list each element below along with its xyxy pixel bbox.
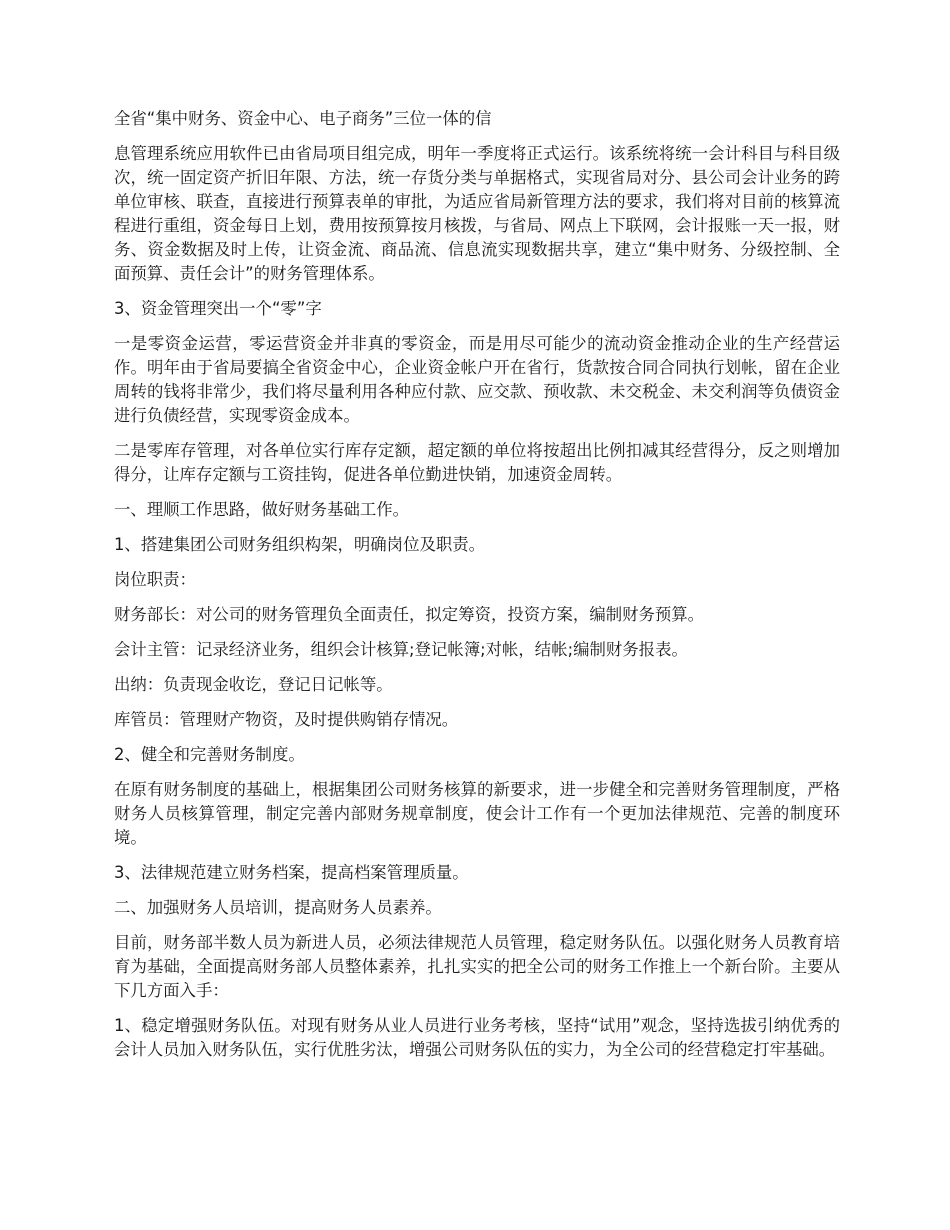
paragraph: 二是零库存管理，对各单位实行库存定额，超定额的单位将按超出比例扣减其经营得分，反之则增加得分，让库存定额与工资挂钩，促进各单位勤进快销，加速资金周转。 (114, 441, 840, 484)
paragraph: 出纳：负责现金收讫，登记日记帐等。 (114, 675, 393, 694)
document-body (114, 107, 840, 1073)
paragraph: 全省“集中财务、资金中心、电子商务”三位一体的信 (114, 109, 492, 128)
paragraph: 息管理系统应用软件已由省局项目组完成，明年一季度将正式运行。该系统将统一会计科目与科目级次，统一固定资产折旧年限、方法，统一存货分类与单据格式，实现省局对分、县公司会计业务的跨单位审核、联查，直接进行预算表单的审批，为适应省局新管理方法的要求，我们将对目前的核算流程进行重组，资金每日上划，费用按预算按月核拨，与省局、网点上下联网，会计报账一天一报，财务、资金数据及时上传，让资金流、商品流、信息流实现数据共享，建立“集中财务、分级控制、全面预算、责任会计”的财务管理体系。 (114, 144, 840, 283)
section-heading: 3、资金管理突出一个“零”字 (114, 299, 322, 318)
section-heading: 1、搭建集团公司财务组织构架，明确岗位及职责。 (114, 535, 486, 554)
section-heading: 一、理顺工作思路，做好财务基础工作。 (114, 500, 410, 519)
paragraph: 目前，财务部半数人员为新进人员，必须法律规范人员管理，稳定财务队伍。以强化财务人员教育培育为基础，全面提高财务部人员整体素养，扎扎实实的把全公司的财务工作推上一个新台阶。主要从下几方面入手： (114, 933, 840, 1000)
section-heading: 3、法律规范建立财务档案，提高档案管理质量。 (114, 863, 469, 882)
paragraph: 岗位职责： (114, 570, 196, 589)
paragraph: 一是零资金运营，零运营资金并非真的零资金，而是用尽可能少的流动资金推动企业的生产经营运作。明年由于省局要搞全省资金中心，企业资金帐户开在省行，货款按合同合同执行划帐，留在企业周转的钱将非常少，我们将尽量利用各种应付款、应交款、预收款、未交税金、未交利润等负债资金进行负债经营，实现零资金成本。 (114, 334, 840, 425)
paragraph: 财务部长：对公司的财务管理负全面责任，拟定筹资，投资方案，编制财务预算。 (114, 605, 705, 624)
paragraph: 会计主管：记录经济业务，组织会计核算;登记帐簿;对帐，结帐;编制财务报表。 (114, 640, 688, 659)
paragraph: 库管员：管理财产物资，及时提供购销存情况。 (114, 710, 459, 729)
section-heading: 二、加强财务人员培训，提高财务人员素养。 (114, 898, 442, 917)
paragraph: 在原有财务制度的基础上，根据集团公司财务核算的新要求，进一步健全和完善财务管理制度，严格财务人员核算管理，制定完善内部财务规章制度，使会计工作有一个更加法律规范、完善的制度环境。 (114, 780, 840, 847)
paragraph: 1、稳定增强财务队伍。对现有财务从业人员进行业务考核，坚持“试用”观念，坚持选拔引纳优秀的会计人员加入财务队伍，实行优胜劣汰，增强公司财务队伍的实力，为全公司的经营稳定打牢基础。 (114, 1016, 840, 1059)
section-heading: 2、健全和完善财务制度。 (114, 745, 305, 764)
